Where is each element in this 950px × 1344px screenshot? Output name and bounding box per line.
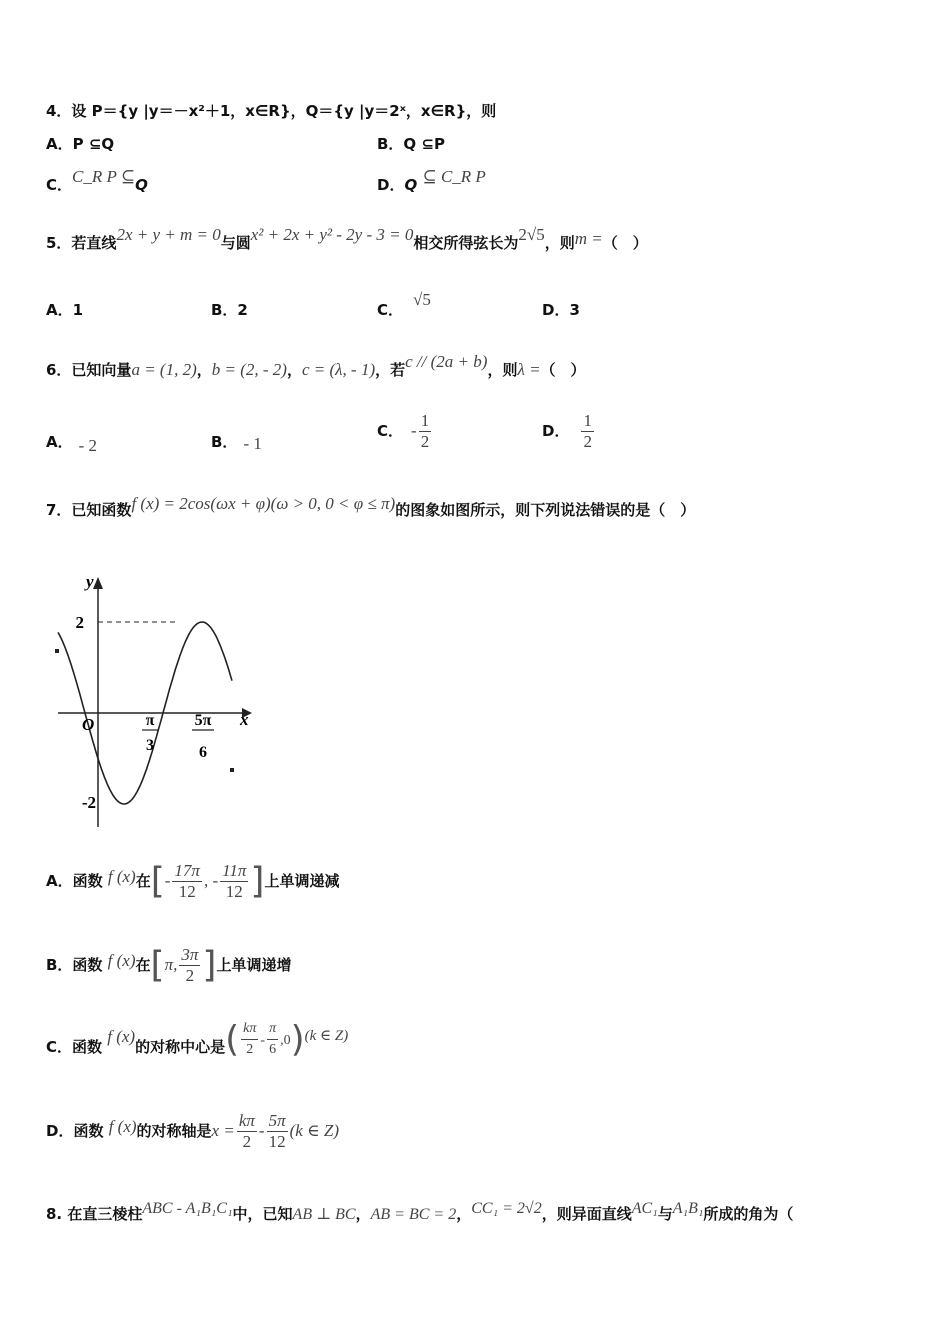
q4-option-c: [46, 167, 148, 195]
q5-text-1: 与圆: [220, 234, 251, 252]
q7-option-c-d1: 2: [246, 1042, 254, 1057]
q7-number: 7．已知函数: [46, 501, 132, 519]
graph-x-label: x: [240, 710, 249, 729]
graph-y-arrow: [93, 577, 103, 589]
q7-option-d-label: D．函数: [46, 1122, 104, 1140]
q7-option-a-label: A．函数: [46, 872, 103, 890]
q5-text-4: （ ）: [602, 234, 648, 252]
q8-equal-sides: AB = BC = 2: [370, 1206, 457, 1223]
q4-stem: 4．设 P＝{y |y＝－x²＋1，x∈R}，Q＝{y |y＝2ˣ，x∈R}，则: [46, 102, 497, 120]
q4-option-a: A．P ⊆Q: [46, 135, 115, 153]
q4-option-d: [377, 167, 486, 195]
q4-option-b: B．Q ⊆P: [377, 135, 445, 153]
q6-text-3: （ ）: [540, 361, 586, 379]
q6-condition: c // (2a + b): [405, 352, 488, 371]
q7-option-d-d1: 2: [242, 1132, 252, 1151]
q7-option-b-label: B．函数: [46, 956, 103, 974]
q6-text-2: ，则: [487, 361, 518, 379]
graph-start-point: [55, 649, 59, 653]
q4-option-c-math: C_R P ⊆: [72, 167, 136, 186]
q6-option-c-sign: -: [411, 421, 417, 440]
q5-line-equation: 2x + y + m = 0: [116, 225, 221, 244]
q7-option-d-d2: 12: [268, 1132, 286, 1151]
q4-option-d-head: Q: [404, 176, 418, 194]
q7-option-b-f: f (x): [107, 951, 136, 970]
q7-option-c-n1: kπ: [241, 1019, 258, 1040]
q7-option-d: D．函数 f (x)的对称轴是x = $\frac{k\pi}{2}$ - $\frac{5\pi}{12}$ (k ∈ Z): [46, 1111, 339, 1151]
q5-stem: [46, 225, 648, 253]
q6-text-1: ，若: [375, 361, 406, 379]
q5-circle-equation: x² + 2x + y² - 2y - 3 = 0: [250, 225, 414, 244]
q7-option-a-f: f (x): [107, 867, 136, 886]
q6-vector-c: c = (λ, - 1): [302, 360, 376, 379]
q5-option-a: A．1: [46, 301, 84, 319]
q5-text-3: ，则: [544, 234, 575, 252]
q8-text-4: 所成的角为（: [703, 1205, 794, 1223]
q7-option-b-pi: π,: [164, 955, 178, 974]
q7-option-d-n1: kπ: [238, 1111, 255, 1130]
q8-prism: ABC - A₁B₁C₁: [142, 1200, 233, 1217]
q7-tail: 的图象如图所示，则下列说法错误的是（ ）: [395, 501, 696, 519]
q8-stem: 8. 在直三棱柱ABC - A₁B₁C₁中，已知AB ⊥ BC，AB = BC = 2，CC₁ = 2√2，则异面直线AC₁与A₁B₁所成的角为（: [46, 1200, 794, 1223]
q7-option-a-d2: 12: [225, 882, 243, 901]
q7-option-c-f: f (x): [107, 1027, 136, 1046]
graph-x1-numerator: π: [145, 712, 155, 729]
graph-end-point: [230, 768, 234, 772]
q6-number: 6．已知向量: [46, 361, 132, 379]
q8-number: 8. 在直三棱柱: [46, 1205, 143, 1223]
q5-option-d: D．3: [542, 301, 580, 319]
graph-x1-denominator: 3: [146, 737, 154, 754]
q5-option-c-label: C．: [377, 301, 404, 319]
q7-option-c-t1: 的对称中心是: [135, 1038, 226, 1056]
q8-text-2: ，则异面直线: [541, 1205, 632, 1223]
q6-option-a: [46, 432, 98, 455]
q6-lambda: λ =: [517, 360, 541, 379]
graph-y-label: y: [86, 572, 94, 591]
q5-option-c: [377, 290, 431, 320]
q7-option-b: B．函数 f (x)在[π, $\frac{3\pi}{2}$ ]上单调递增: [46, 944, 292, 986]
q8-text-3: 与: [657, 1205, 673, 1223]
q7-option-b-t1: 在: [135, 956, 151, 974]
q7-option-c-label: C．函数: [46, 1038, 103, 1056]
q7-option-c-n2: π: [267, 1019, 278, 1040]
q5-option-b: B．2: [211, 301, 248, 319]
q6-stem: 6．已知向量a = (1, 2)，b = (2, - 2)，c = (λ, - 1)，若c // (2a + b)，则λ =（ ）: [46, 352, 586, 379]
q6-option-c-label: C．: [377, 422, 404, 440]
q8-ac1: AC₁: [631, 1200, 658, 1217]
q6-option-d-label: D．: [542, 422, 570, 440]
graph-x2-denominator: 6: [199, 744, 207, 761]
graph-ymax-label: 2: [75, 613, 84, 632]
q7-option-b-t2: 上单调递增: [216, 956, 292, 974]
graph-x2-numerator: 5π: [194, 712, 212, 729]
q5-m: m =: [574, 229, 603, 248]
q6-option-c: [377, 409, 433, 453]
q8-cc1: CC₁ = 2√2: [471, 1200, 542, 1217]
q7-option-d-f: f (x): [108, 1117, 137, 1136]
q7-option-d-n2: 5π: [268, 1111, 286, 1130]
q6-option-d: [542, 409, 596, 453]
q7-option-c: C．函数 f (x)的对称中心是( $\frac{k\pi}{2}$ - $\frac{\pi}{6}$ ,0)(k ∈ Z): [46, 1018, 349, 1060]
q6-vector-b: b = (2, - 2): [211, 360, 287, 379]
q6-option-a-label: A．: [46, 433, 73, 451]
q6-vector-a: a = (1, 2): [131, 360, 197, 379]
q5-number: 5．若直线: [46, 234, 117, 252]
q7-function: f (x) = 2cos(ωx + φ)(ω > 0, 0 < φ ≤ π): [131, 494, 396, 513]
q8-text-1: 中，已知: [232, 1205, 293, 1223]
graph-origin-label: O: [82, 715, 95, 734]
q7-option-c-k: (k ∈ Z): [304, 1028, 349, 1044]
q4-option-c-tail: Q: [135, 176, 148, 194]
q6-option-d-numerator: 1: [583, 411, 592, 430]
q7-option-d-t1: 的对称轴是: [136, 1122, 212, 1140]
q8-a1b1: A₁B₁: [672, 1200, 704, 1217]
q5-text-2: 相交所得弦长为: [413, 234, 519, 252]
q7-option-c-tail: ,0: [280, 1033, 291, 1048]
q7-option-a-n1: 17π: [174, 861, 200, 880]
q7-option-b-n: 3π: [181, 945, 199, 964]
q5-option-c-math: √5: [413, 290, 431, 309]
q8-perpendicular: AB ⊥ BC: [292, 1206, 356, 1223]
graph-ymin-label: -2: [81, 793, 96, 812]
q7-option-a: A．函数 f (x)在[- $\frac{17\pi}{12}$ , - $\frac{11\pi}{12}$ ]上单调递减: [46, 860, 340, 902]
q7-stem: [46, 494, 696, 520]
q6-option-a-math: - 2: [78, 436, 98, 455]
q7-option-d-k: (k ∈ Z): [289, 1121, 339, 1140]
q6-option-b-label: B．: [211, 433, 238, 451]
q6-option-c-denominator: 2: [420, 432, 430, 451]
q5-chord-length: 2√5: [518, 225, 545, 244]
q7-option-c-d2: 6: [269, 1042, 277, 1057]
q7-option-b-d: 2: [185, 966, 195, 985]
q4-option-c-label: C．: [46, 176, 73, 194]
q7-cosine-graph: [40, 565, 270, 840]
q4-option-d-label: D．: [377, 176, 405, 194]
q7-option-a-n2: 11π: [222, 861, 247, 880]
q7-option-a-d1: 12: [178, 882, 196, 901]
q4-option-d-math: ⊆ C_R P: [422, 167, 486, 186]
q7-option-a-t2: 上单调递减: [264, 872, 340, 890]
q7-option-a-t1: 在: [135, 872, 151, 890]
q6-option-d-denominator: 2: [583, 432, 592, 451]
q6-option-b: [211, 432, 262, 452]
q6-option-c-numerator: 1: [420, 411, 430, 430]
q7-option-d-x: x =: [211, 1121, 235, 1140]
q6-option-b-math: - 1: [243, 434, 262, 453]
